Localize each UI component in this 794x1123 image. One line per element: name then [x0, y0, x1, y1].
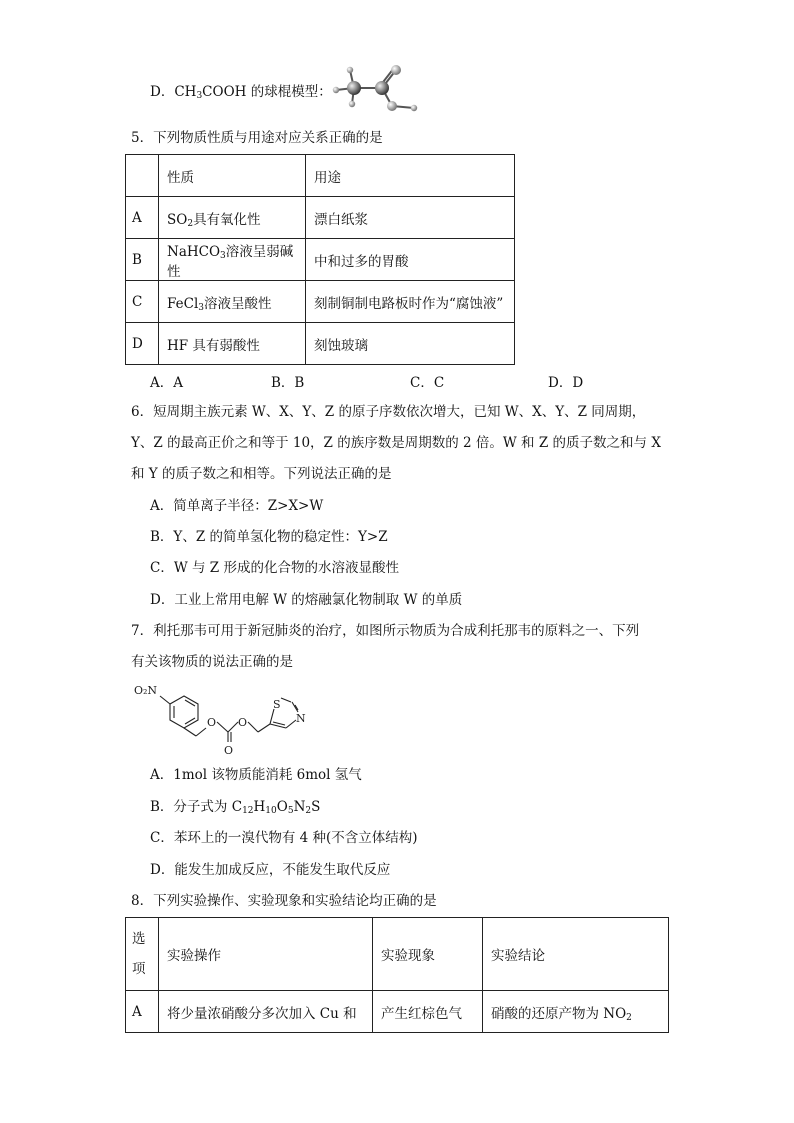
- molecular-structure-image: [132, 678, 332, 758]
- phenomenon-cell: 产生红棕色气: [373, 991, 483, 1033]
- q6-stem-line-3: 和 Y 的质子数之和相等。下列说法正确的是: [131, 466, 392, 482]
- use-cell: 刻制铜制电路板时作为“腐蚀液”: [306, 281, 515, 323]
- property-cell: $SO_2$具有氧化性: [159, 197, 306, 239]
- row-key: D: [126, 323, 159, 365]
- q4-option-d: D．$CH_3COOH$ 的球棍模型：: [150, 84, 332, 101]
- q5-choice-d: D．D: [548, 375, 584, 391]
- use-cell: 漂白纸浆: [306, 197, 515, 239]
- table-header-cell: 实验现象: [373, 918, 483, 991]
- q5-stem: 5．下列物质性质与用途对应关系正确的是: [131, 130, 383, 146]
- property-cell: NaHCO$_3$溶液呈弱碱性: [159, 239, 306, 281]
- table-row: [126, 991, 669, 1033]
- q7-option-a: A．1mol 该物质能消耗 6mol 氢气: [150, 767, 362, 783]
- q6-option-b: B．Y、Z 的简单氢化物的稳定性：Y>Z: [150, 529, 388, 545]
- table-header-row: [126, 918, 669, 991]
- row-key: C: [126, 281, 159, 323]
- q8-table: [125, 917, 669, 1033]
- conclusion-cell: 硝酸的还原产物为 $NO_2$: [483, 991, 669, 1033]
- ester-o-label: O: [238, 716, 248, 729]
- ball-and-stick-model-image: [330, 60, 430, 122]
- q7-option-b: B．分子式为 $C_{12}H_{10}O_5N_2S$: [150, 799, 321, 816]
- table-header-cell: 性质: [159, 155, 306, 197]
- row-key: B: [126, 239, 159, 281]
- carbonyl-o-label: O: [224, 744, 234, 757]
- table-header-cell: 选项: [126, 918, 159, 991]
- table-header-row: [126, 155, 515, 197]
- table-row: [126, 239, 515, 281]
- q5-table: [125, 154, 515, 365]
- q5-choice-b: B．B: [271, 375, 305, 391]
- nitrogen-label: N: [296, 712, 306, 725]
- table-header-cell: 用途: [306, 155, 515, 197]
- table-header-cell: 实验结论: [483, 918, 669, 991]
- q6-stem-line-1: 6．短周期主族元素 W、X、Y、Z 的原子序数依次增大，已知 W、X、Y、Z 同周期，: [131, 404, 646, 420]
- operation-cell: 将少量浓硝酸分多次加入 Cu 和: [159, 991, 373, 1033]
- q7-stem-line-2: 有关该物质的说法正确的是: [131, 654, 293, 670]
- ester-o-label: O: [207, 716, 217, 729]
- table-row: [126, 197, 515, 239]
- use-cell: 中和过多的胃酸: [306, 239, 515, 281]
- row-key: A: [126, 991, 159, 1033]
- nitro-label: O₂N: [134, 684, 158, 697]
- sulfur-label: S: [273, 698, 281, 711]
- q8-stem: 8．下列实验操作、实验现象和实验结论均正确的是: [131, 893, 437, 909]
- q5-choice-c: C．C: [410, 375, 445, 391]
- q5-choice-a: A．A: [150, 375, 183, 391]
- table-cell: [126, 155, 159, 197]
- property-cell: FeCl$_3$溶液呈酸性: [159, 281, 306, 323]
- table-row: [126, 281, 515, 323]
- q6-option-c: C．W 与 Z 形成的化合物的水溶液显酸性: [150, 560, 399, 576]
- row-key: A: [126, 197, 159, 239]
- q6-stem-line-2: Y、Z 的最高正价之和等于 10，Z 的族序数是周期数的 2 倍。W 和 Z 的质子数之和与 X: [131, 435, 661, 451]
- property-cell: HF 具有弱酸性: [159, 323, 306, 365]
- use-cell: 刻蚀玻璃: [306, 323, 515, 365]
- q6-option-d: D．工业上常用电解 W 的熔融氯化物制取 W 的单质: [150, 592, 463, 608]
- q6-option-a: A．简单离子半径：Z>X>W: [150, 498, 324, 514]
- table-header-cell: 实验操作: [159, 918, 373, 991]
- q7-option-c: C．苯环上的一溴代物有 4 种(不含立体结构): [150, 830, 418, 846]
- q7-stem-line-1: 7．利托那韦可用于新冠肺炎的治疗，如图所示物质为合成利托那韦的原料之一、下列: [131, 623, 640, 639]
- q7-option-d: D．能发生加成反应，不能发生取代反应: [150, 862, 391, 878]
- table-row: [126, 323, 515, 365]
